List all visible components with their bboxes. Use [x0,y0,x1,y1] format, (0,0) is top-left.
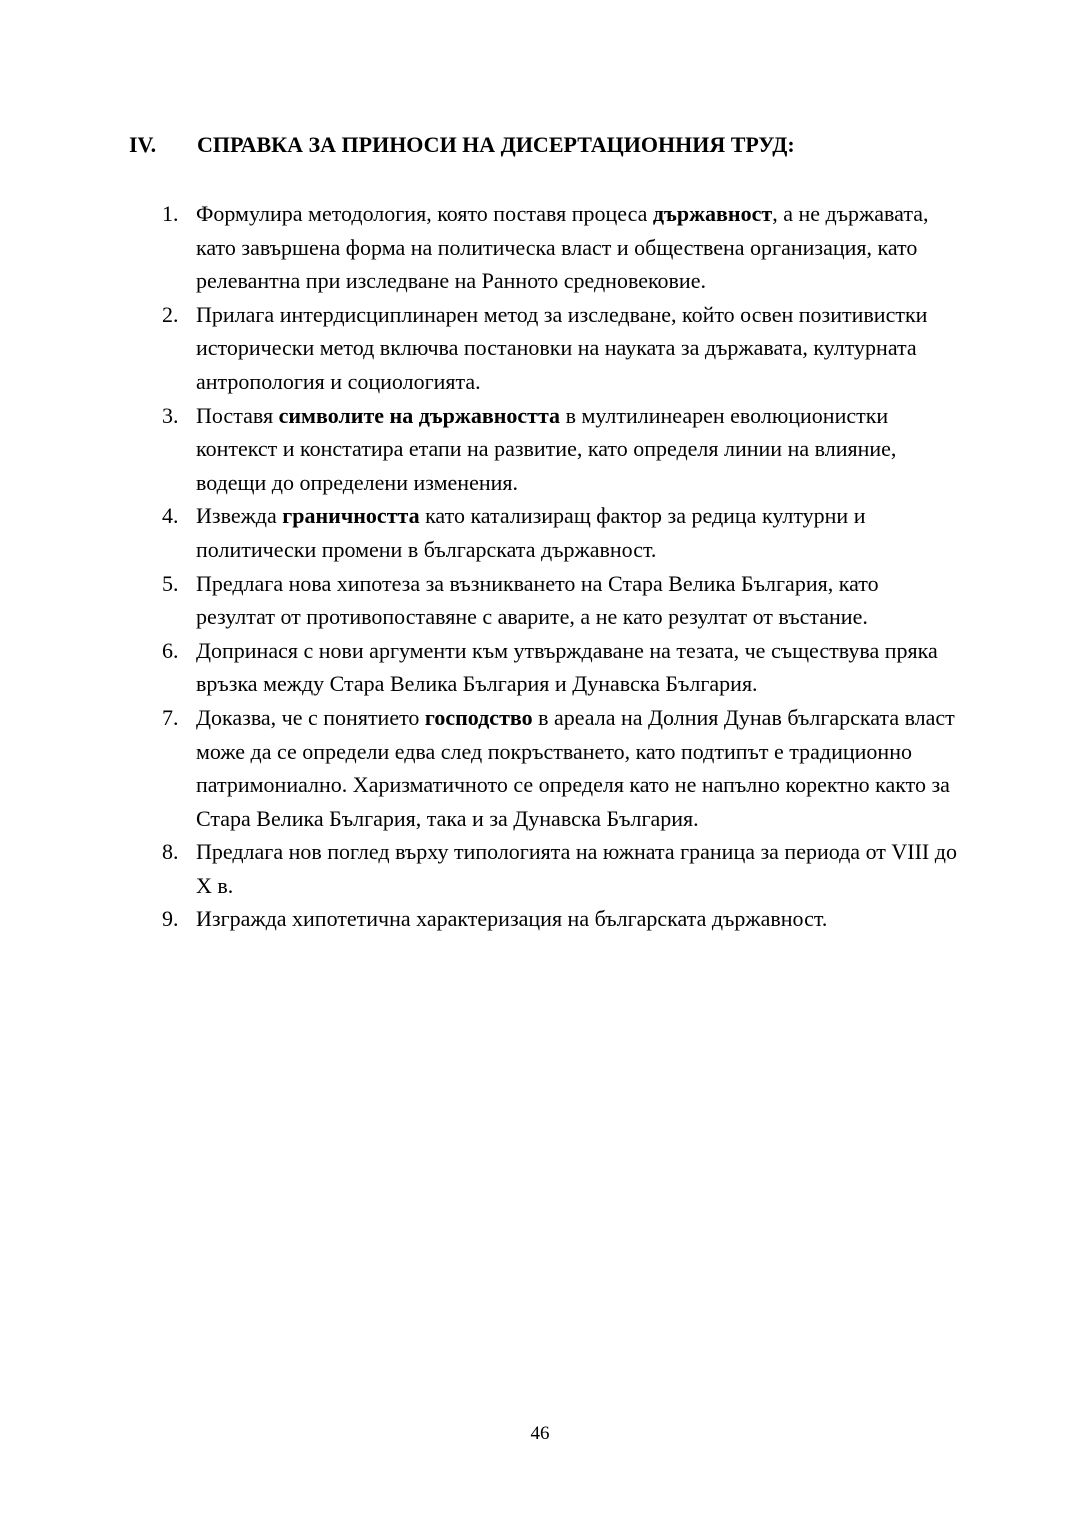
section-number: IV. [129,132,157,157]
list-item-text: Доказва, че с понятието [196,704,425,730]
list-item-number: 3. [162,402,179,428]
list-item-emphasis: господство [424,704,533,730]
list-item-text: Извежда [196,503,283,529]
list-item [162,701,962,835]
list-item-text: Изгражда хипотетична характеризация на българската държавност. [196,906,828,932]
section-heading [129,128,795,162]
list-item-number: 2. [162,301,179,327]
list-item-number: 1. [162,201,179,226]
list-item-text: Прилага интердисциплинарен метод за изследване, който освен позитивистки исторически метод включва постановки на науката за държавата, културната антропология и социологията. [196,301,928,394]
list-item-number: 7. [162,704,179,730]
list-item [162,902,962,936]
list-item-number: 8. [162,839,179,865]
list-item [162,298,962,399]
list-item-text-continued: , а не държавата, като завършена форма на политическа власт и обществена организация, като релевантна при изследване на Ранното средновековие. [196,201,929,294]
list-item-text: Предлага нов поглед върху типологията на южната граница за периода от VIII до X в. [196,839,957,898]
list-item-text: Поставя [196,402,279,428]
list-item-emphasis: държавност [652,201,773,226]
list-item-text-continued: в ареала на Долния Дунав българската власт може да се определи едва след покръстването, като подтипът е традиционно патримониално. Харизматичното се определя като не напълно коректно както за Стара Велика България, така и за Дунавска България. [196,704,955,831]
list-item-text-continued: в мултилинеарен еволюционистки контекст и констатира етапи на развитие, като определя линии на влияние, водещи до определени изменения. [196,402,897,495]
list-item-emphasis: граничността [282,503,420,529]
page-number: 46 [530,1423,550,1444]
list-item-text: Формулира методология, която поставя процеса [196,201,653,226]
list-item-number: 4. [162,503,179,529]
list-item [162,835,962,902]
list-item [162,399,962,500]
list-item-text-continued: като катализиращ фактор за редица културни и политически промени в българската държавност. [196,503,866,562]
section-title: СПРАВКА ЗА ПРИНОСИ НА ДИСЕРТАЦИОННИЯ ТРУД: [197,132,795,157]
list-item [162,197,962,298]
list-item-number: 5. [162,570,179,596]
list-item [162,634,962,701]
list-item [162,567,962,634]
contributions-list [162,197,962,936]
list-item-number: 6. [162,637,179,663]
list-item-number: 9. [162,906,179,932]
list-item-text: Предлага нова хипотеза за възникването на Стара Велика България, като резултат от противопоставяне с аварите, а не като резултат от въстание. [196,570,879,630]
list-item-text: Допринася с нови аргументи към утвърждаване на тезата, че съществува пряка връзка между Стара Велика България и Дунавска България. [196,637,938,697]
list-item-emphasis: символите на държавността [278,402,561,428]
list-item [162,499,962,566]
